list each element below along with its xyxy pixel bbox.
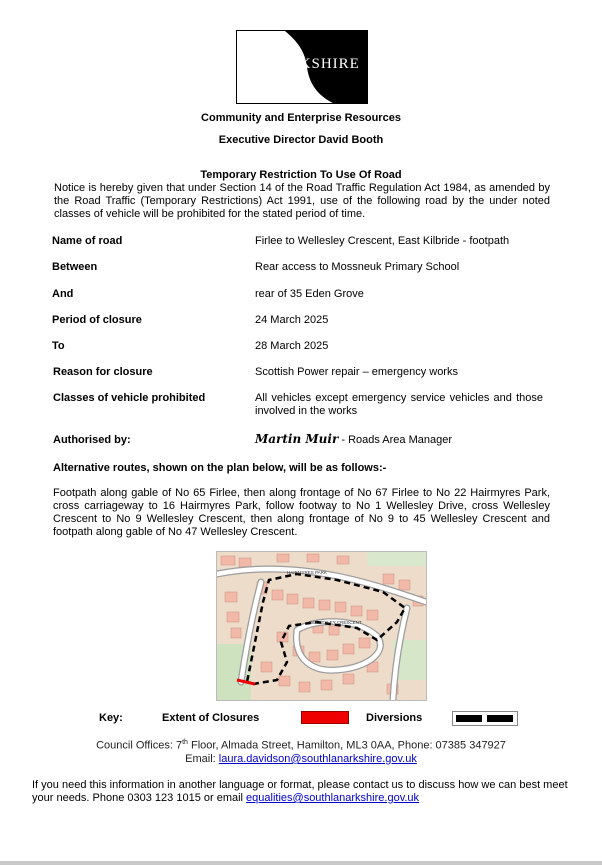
offices-superscript: th xyxy=(182,739,188,746)
label-period-of-closure: Period of closure xyxy=(52,314,142,326)
authorised-role: - Roads Area Manager xyxy=(341,434,453,446)
label-reason-for-closure: Reason for closure xyxy=(53,366,153,378)
signature: Martin Muir xyxy=(255,432,339,446)
offices-text-post: Floor, Almada Street, Hamilton, ML3 0AA, Phone: 07385 347927 xyxy=(187,739,506,752)
council-offices-line xyxy=(0,739,602,752)
key-closures-label: Extent of Closures xyxy=(162,712,260,724)
contact-email-line xyxy=(0,753,602,765)
value-between: Rear access to Mossneuk Primary School xyxy=(255,261,460,273)
value-to: 28 March 2025 xyxy=(255,340,329,352)
logo-line-council: COUNCIL xyxy=(323,81,361,87)
value-classes-prohibited: All vehicles except emergency service vehicles and those involved in the works xyxy=(255,392,543,417)
value-name-of-road: Firlee to Wellesley Crescent, East Kilbride - footpath xyxy=(255,235,510,247)
map-graphic xyxy=(217,552,426,700)
map-street-label-1: HAIRMYRES PARK xyxy=(287,570,327,575)
map-street-label-2: WELLESLEY CRESCENT xyxy=(309,620,362,625)
equalities-email-link[interactable]: equalities@southlanarkshire.gov.uk xyxy=(246,792,420,804)
value-period-of-closure: 24 March 2025 xyxy=(255,314,329,326)
page-bottom-border xyxy=(0,861,602,865)
notice-intro: Notice is hereby given that under Section 14 of the Road Traffic Regulation Act 1984, as amended by the Road Traffic (Temporary Restrictions) Act 1991, use of the following road by the under noted classes of vehicle will be prohibited for the stated period of time. xyxy=(54,182,550,220)
email-label: Email: xyxy=(185,753,219,765)
label-to: To xyxy=(52,340,65,352)
offices-text-pre: Council Offices: 7 xyxy=(96,739,183,752)
logo-line-south: SOUTH xyxy=(245,43,279,51)
label-authorised-by: Authorised by: xyxy=(53,434,131,446)
footer-text: If you need this information in another language or format, please contact us to discuss how we can best meet your needs. Phone 0303 123 1015 or email xyxy=(32,779,568,804)
director-name: Executive Director David Booth xyxy=(218,134,384,146)
key-diversions-label: Diversions xyxy=(366,712,423,724)
logo-line-lanarkshire: LANARKSHIRE xyxy=(243,56,360,72)
diversion-swatch xyxy=(452,711,518,726)
council-logo xyxy=(236,30,368,104)
key-label: Key: xyxy=(99,712,123,724)
value-reason-for-closure: Scottish Power repair – emergency works xyxy=(255,366,458,378)
value-and: rear of 35 Eden Grove xyxy=(255,288,364,300)
authorised-line xyxy=(255,432,452,446)
label-name-of-road: Name of road xyxy=(52,235,123,247)
alternative-routes-text: Footpath along gable of No 65 Firlee, then along frontage of No 67 Firlee to No 22 Hairmyres Park, cross carriageway to 16 Hairmyres Park, follow footway to No 1 Wellesley Drive, cross Wellesley Crescent to No 9 Wellesley Crescent, then along frontage of No 9 to 45 Wellesley Crescent and footpath along gable of No 47 Wellesley Crescent. xyxy=(53,487,550,538)
label-and: And xyxy=(52,288,74,300)
contact-email-link[interactable]: laura.davidson@southlanarkshire.gov.uk xyxy=(218,753,417,765)
department-name: Community and Enterprise Resources xyxy=(201,112,401,124)
closure-swatch xyxy=(301,711,349,724)
label-classes-prohibited: Classes of vehicle prohibited xyxy=(53,392,206,404)
notice-title: Temporary Restriction To Use Of Road xyxy=(200,169,402,181)
label-between: Between xyxy=(52,261,98,273)
accessibility-footer xyxy=(32,779,572,805)
alternative-routes-heading: Alternative routes, shown on the plan below, will be as follows:- xyxy=(53,462,387,474)
diversion-map xyxy=(216,551,427,701)
